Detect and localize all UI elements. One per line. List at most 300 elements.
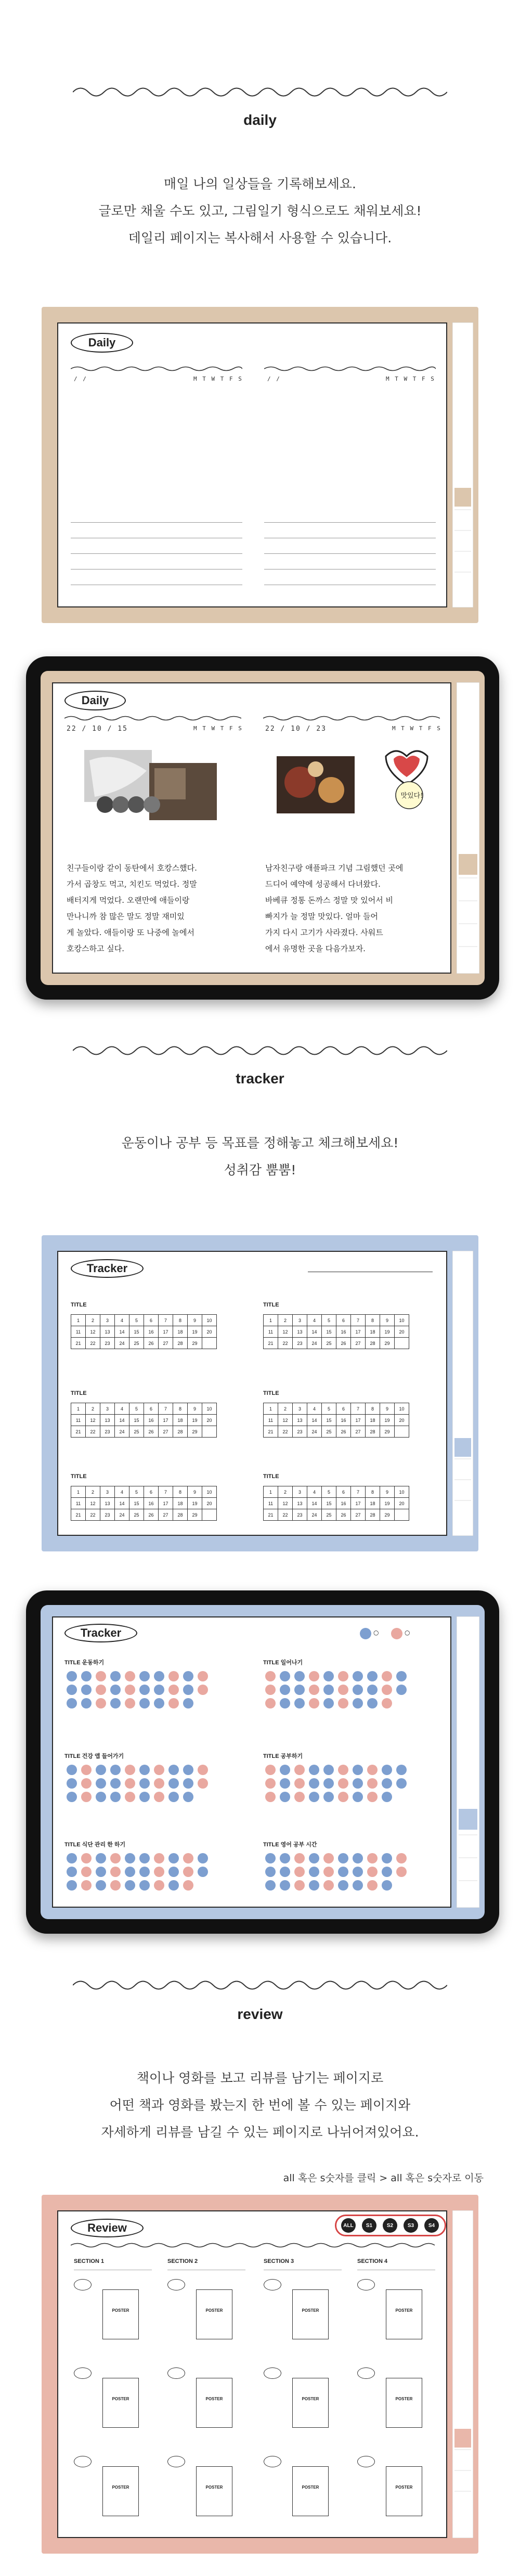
review-rating-oval[interactable]	[264, 2367, 281, 2379]
tracker-day-cell[interactable]: 2	[278, 1403, 293, 1415]
tracker-dot[interactable]	[294, 1778, 305, 1789]
tracker-day-cell[interactable]: 13	[100, 1498, 115, 1509]
tracker-day-cell[interactable]: 23	[293, 1426, 307, 1438]
review-rating-oval[interactable]	[357, 2279, 375, 2290]
tracker-dot[interactable]	[280, 1778, 290, 1789]
tracker-day-cell[interactable]: 21	[71, 1338, 86, 1349]
tracker-dot[interactable]	[110, 1698, 121, 1708]
tracker-day-cell[interactable]: 29	[380, 1426, 395, 1438]
tracker-dot[interactable]	[81, 1792, 92, 1802]
tracker-day-cell[interactable]: 23	[293, 1509, 307, 1521]
review-rating-oval[interactable]	[74, 2279, 92, 2290]
review-rating-oval[interactable]	[264, 2279, 281, 2290]
tracker-dot[interactable]	[382, 1853, 392, 1863]
tracker-dot[interactable]	[382, 1880, 392, 1891]
tracker-day-cell[interactable]: 13	[293, 1415, 307, 1426]
tracker-dot[interactable]	[323, 1867, 334, 1877]
tracker-dot[interactable]	[382, 1698, 392, 1708]
tracker-day-cell[interactable]: 3	[293, 1315, 307, 1326]
tracker-day-cell[interactable]: 18	[366, 1498, 380, 1509]
tracker-dot[interactable]	[323, 1792, 334, 1802]
tracker-dot[interactable]	[183, 1671, 193, 1681]
tracker-day-cell[interactable]: 7	[159, 1315, 173, 1326]
tracker-day-cell[interactable]: 18	[173, 1326, 188, 1338]
tracker-day-cell[interactable]: 22	[278, 1338, 293, 1349]
tracker-day-cell[interactable]: 28	[173, 1509, 188, 1521]
tracker-day-cell[interactable]: 23	[293, 1338, 307, 1349]
tracker-day-cell[interactable]: 15	[322, 1498, 336, 1509]
tracker-dot[interactable]	[67, 1778, 77, 1789]
review-poster-slot[interactable]: POSTER	[102, 2466, 139, 2516]
review-poster-slot[interactable]: POSTER	[196, 2289, 232, 2339]
tracker-day-cell[interactable]: 2	[86, 1403, 100, 1415]
tracker-dot[interactable]	[168, 1853, 179, 1863]
tracker-day-cell[interactable]: 11	[264, 1326, 278, 1338]
tracker-day-cell[interactable]: 5	[129, 1403, 144, 1415]
tracker-day-cell[interactable]: 26	[144, 1509, 159, 1521]
tracker-dot[interactable]	[67, 1867, 77, 1877]
review-poster-slot[interactable]: POSTER	[102, 2378, 139, 2428]
tracker-dot[interactable]	[125, 1671, 135, 1681]
tracker-dot[interactable]	[168, 1685, 179, 1695]
tracker-day-cell[interactable]: 15	[129, 1415, 144, 1426]
tracker-day-cell[interactable]: 28	[366, 1509, 380, 1521]
tracker-day-cell[interactable]: 13	[100, 1415, 115, 1426]
tracker-dot[interactable]	[96, 1778, 106, 1789]
tracker-dot[interactable]	[309, 1853, 319, 1863]
tracker-dot[interactable]	[81, 1671, 92, 1681]
tracker-dot[interactable]	[367, 1880, 378, 1891]
tracker-day-cell[interactable]: 24	[307, 1426, 322, 1438]
tracker-dot[interactable]	[338, 1778, 348, 1789]
tracker-day-cell[interactable]: 19	[188, 1326, 202, 1338]
tracker-dot[interactable]	[309, 1698, 319, 1708]
tracker-dot[interactable]	[353, 1671, 363, 1681]
tracker-day-cell[interactable]: 2	[86, 1486, 100, 1498]
tracker-day-cell[interactable]	[202, 1509, 217, 1521]
tracker-day-cell[interactable]: 29	[380, 1338, 395, 1349]
tracker-day-cell[interactable]: 14	[307, 1415, 322, 1426]
tracker-day-cell[interactable]: 28	[173, 1426, 188, 1438]
tracker-dot[interactable]	[309, 1685, 319, 1695]
tracker-dot[interactable]	[294, 1880, 305, 1891]
tracker-day-cell[interactable]: 14	[115, 1326, 129, 1338]
tracker-day-cell[interactable]: 12	[86, 1326, 100, 1338]
tracker-dot[interactable]	[353, 1867, 363, 1877]
tracker-dot[interactable]	[367, 1698, 378, 1708]
review-tab-s2[interactable]: S2	[383, 2218, 397, 2233]
tracker-dot[interactable]	[338, 1867, 348, 1877]
tracker-dot[interactable]	[154, 1792, 164, 1802]
review-tab-s3[interactable]: S3	[404, 2218, 418, 2233]
tracker-dot[interactable]	[139, 1867, 150, 1877]
tracker-dot[interactable]	[125, 1867, 135, 1877]
tracker-dot[interactable]	[154, 1671, 164, 1681]
tracker-dot[interactable]	[280, 1671, 290, 1681]
tracker-dot[interactable]	[353, 1685, 363, 1695]
tracker-day-cell[interactable]: 9	[380, 1486, 395, 1498]
tracker-dot[interactable]	[96, 1685, 106, 1695]
tracker-day-cell[interactable]: 19	[188, 1415, 202, 1426]
tracker-day-cell[interactable]: 7	[351, 1403, 366, 1415]
tracker-dot[interactable]	[338, 1698, 348, 1708]
tracker-dot[interactable]	[353, 1853, 363, 1863]
tracker-day-cell[interactable]: 9	[380, 1315, 395, 1326]
tracker-dot[interactable]	[183, 1698, 193, 1708]
tracker-day-cell[interactable]: 13	[293, 1326, 307, 1338]
review-rating-oval[interactable]	[74, 2456, 92, 2467]
tracker-dot[interactable]	[81, 1765, 92, 1775]
tracker-day-cell[interactable]: 3	[100, 1403, 115, 1415]
tracker-day-cell[interactable]: 3	[293, 1403, 307, 1415]
tracker-day-cell[interactable]: 21	[264, 1338, 278, 1349]
tracker-dot[interactable]	[125, 1880, 135, 1891]
tracker-day-cell[interactable]: 8	[173, 1486, 188, 1498]
tracker-dot[interactable]	[168, 1880, 179, 1891]
tracker-dot[interactable]	[382, 1765, 392, 1775]
review-poster-slot[interactable]: POSTER	[102, 2289, 139, 2339]
tracker-day-cell[interactable]: 26	[336, 1509, 351, 1521]
tracker-day-cell[interactable]: 29	[380, 1509, 395, 1521]
tracker-day-cell[interactable]: 17	[351, 1498, 366, 1509]
review-rating-oval[interactable]	[167, 2367, 185, 2379]
tracker-dot[interactable]	[294, 1685, 305, 1695]
tracker-dot[interactable]	[81, 1685, 92, 1695]
tracker-day-cell[interactable]: 11	[264, 1498, 278, 1509]
tracker-dot[interactable]	[154, 1765, 164, 1775]
tracker-day-cell[interactable]: 21	[71, 1426, 86, 1438]
review-rating-oval[interactable]	[357, 2456, 375, 2467]
tracker-day-cell[interactable]: 18	[173, 1498, 188, 1509]
tracker-dot[interactable]	[280, 1853, 290, 1863]
tracker-dot[interactable]	[280, 1867, 290, 1877]
tracker-dot[interactable]	[168, 1792, 179, 1802]
tracker-day-cell[interactable]: 20	[202, 1415, 217, 1426]
tracker-day-cell[interactable]: 19	[380, 1415, 395, 1426]
tracker-dot[interactable]	[353, 1765, 363, 1775]
tracker-dot[interactable]	[96, 1853, 106, 1863]
tracker-day-cell[interactable]: 11	[71, 1326, 86, 1338]
tracker-day-cell[interactable]: 15	[322, 1326, 336, 1338]
tracker-day-cell[interactable]: 25	[129, 1426, 144, 1438]
tracker-day-cell[interactable]: 24	[115, 1426, 129, 1438]
tracker-dot[interactable]	[396, 1685, 407, 1695]
tracker-dot[interactable]	[294, 1853, 305, 1863]
tracker-day-cell[interactable]: 4	[307, 1486, 322, 1498]
tracker-day-cell[interactable]: 15	[129, 1498, 144, 1509]
tracker-day-cell[interactable]: 7	[351, 1315, 366, 1326]
tracker-dot[interactable]	[382, 1867, 392, 1877]
tracker-day-cell[interactable]: 8	[173, 1315, 188, 1326]
tracker-dot[interactable]	[139, 1778, 150, 1789]
tracker-dot[interactable]	[183, 1867, 193, 1877]
tracker-dot[interactable]	[265, 1671, 276, 1681]
tracker-dot[interactable]	[367, 1685, 378, 1695]
tracker-day-cell[interactable]: 3	[293, 1486, 307, 1498]
tracker-day-cell[interactable]: 19	[188, 1498, 202, 1509]
tracker-dot[interactable]	[382, 1792, 392, 1802]
tracker-dot[interactable]	[338, 1765, 348, 1775]
tracker-day-cell[interactable]: 10	[395, 1486, 409, 1498]
tracker-dot[interactable]	[125, 1685, 135, 1695]
tracker-dot[interactable]	[280, 1880, 290, 1891]
review-poster-slot[interactable]: POSTER	[386, 2289, 422, 2339]
tracker-dot[interactable]	[110, 1867, 121, 1877]
tracker-day-cell[interactable]: 28	[366, 1426, 380, 1438]
tracker-day-cell[interactable]: 25	[322, 1509, 336, 1521]
tracker-day-cell[interactable]: 18	[173, 1415, 188, 1426]
tracker-day-cell[interactable]: 25	[322, 1338, 336, 1349]
tracker-dot[interactable]	[154, 1685, 164, 1695]
tracker-dot[interactable]	[110, 1685, 121, 1695]
tracker-dot[interactable]	[280, 1765, 290, 1775]
tracker-day-cell[interactable]: 5	[322, 1403, 336, 1415]
review-poster-slot[interactable]: POSTER	[196, 2378, 232, 2428]
tracker-dot[interactable]	[168, 1867, 179, 1877]
tracker-day-cell[interactable]: 5	[322, 1486, 336, 1498]
tracker-day-cell[interactable]: 13	[293, 1498, 307, 1509]
tracker-day-cell[interactable]: 2	[278, 1486, 293, 1498]
tracker-dot[interactable]	[353, 1698, 363, 1708]
tracker-day-cell[interactable]: 23	[100, 1509, 115, 1521]
tracker-day-cell[interactable]: 9	[188, 1403, 202, 1415]
review-rating-oval[interactable]	[167, 2279, 185, 2290]
tracker-dot[interactable]	[353, 1792, 363, 1802]
tracker-day-cell[interactable]: 20	[202, 1498, 217, 1509]
tracker-dot[interactable]	[353, 1880, 363, 1891]
review-poster-slot[interactable]: POSTER	[386, 2466, 422, 2516]
tracker-dot[interactable]	[96, 1698, 106, 1708]
tracker-dot[interactable]	[81, 1867, 92, 1877]
tracker-day-cell[interactable]: 8	[366, 1403, 380, 1415]
tracker-day-cell[interactable]: 21	[71, 1509, 86, 1521]
tracker-day-cell[interactable]: 11	[71, 1415, 86, 1426]
tracker-day-cell[interactable]: 25	[129, 1509, 144, 1521]
tracker-day-cell[interactable]: 25	[322, 1426, 336, 1438]
tracker-dot[interactable]	[96, 1765, 106, 1775]
tracker-day-cell[interactable]: 23	[100, 1426, 115, 1438]
tracker-dot[interactable]	[396, 1765, 407, 1775]
tracker-dot[interactable]	[338, 1880, 348, 1891]
tracker-day-cell[interactable]: 26	[336, 1338, 351, 1349]
tracker-day-cell[interactable]	[395, 1338, 409, 1349]
tracker-dot[interactable]	[154, 1778, 164, 1789]
tracker-dot[interactable]	[168, 1765, 179, 1775]
tracker-day-cell[interactable]: 5	[322, 1315, 336, 1326]
tracker-dot[interactable]	[67, 1671, 77, 1681]
tracker-day-cell[interactable]: 2	[86, 1315, 100, 1326]
tracker-day-cell[interactable]: 27	[351, 1509, 366, 1521]
tracker-day-cell[interactable]: 27	[159, 1509, 173, 1521]
tracker-day-cell[interactable]: 22	[86, 1426, 100, 1438]
review-poster-slot[interactable]: POSTER	[292, 2378, 329, 2428]
tracker-dot[interactable]	[154, 1698, 164, 1708]
tracker-day-cell[interactable]: 7	[159, 1403, 173, 1415]
tracker-day-cell[interactable]: 4	[307, 1315, 322, 1326]
tracker-dot[interactable]	[265, 1685, 276, 1695]
tracker-day-cell[interactable]: 17	[159, 1326, 173, 1338]
tracker-dot[interactable]	[125, 1765, 135, 1775]
tracker-dot[interactable]	[265, 1765, 276, 1775]
tracker-day-cell[interactable]: 6	[144, 1403, 159, 1415]
review-rating-oval[interactable]	[264, 2456, 281, 2467]
tracker-dot[interactable]	[309, 1880, 319, 1891]
tracker-day-cell[interactable]: 9	[188, 1315, 202, 1326]
tracker-dot[interactable]	[81, 1778, 92, 1789]
tracker-dot[interactable]	[396, 1867, 407, 1877]
tracker-dot[interactable]	[67, 1685, 77, 1695]
tracker-day-cell[interactable]: 19	[380, 1326, 395, 1338]
tracker-dot[interactable]	[323, 1671, 334, 1681]
tracker-dot[interactable]	[265, 1698, 276, 1708]
tracker-day-cell[interactable]: 18	[366, 1415, 380, 1426]
tracker-dot[interactable]	[183, 1792, 193, 1802]
tracker-day-cell[interactable]: 12	[278, 1498, 293, 1509]
tracker-day-cell[interactable]: 22	[86, 1509, 100, 1521]
tracker-dot[interactable]	[294, 1792, 305, 1802]
tracker-day-cell[interactable]: 16	[336, 1415, 351, 1426]
tracker-dot[interactable]	[309, 1792, 319, 1802]
tracker-day-cell[interactable]: 27	[351, 1426, 366, 1438]
tracker-dot[interactable]	[338, 1671, 348, 1681]
tracker-dot[interactable]	[367, 1778, 378, 1789]
tracker-dot[interactable]	[367, 1765, 378, 1775]
tracker-dot[interactable]	[96, 1792, 106, 1802]
tracker-day-cell[interactable]: 17	[351, 1326, 366, 1338]
tracker-day-cell[interactable]: 12	[278, 1415, 293, 1426]
tracker-dot[interactable]	[396, 1778, 407, 1789]
tracker-day-cell[interactable]: 4	[307, 1403, 322, 1415]
tracker-day-cell[interactable]: 5	[129, 1486, 144, 1498]
tracker-day-cell[interactable]: 16	[336, 1326, 351, 1338]
tracker-dot[interactable]	[323, 1853, 334, 1863]
tracker-dot[interactable]	[265, 1853, 276, 1863]
tracker-dot[interactable]	[81, 1853, 92, 1863]
tracker-day-cell[interactable]: 7	[351, 1486, 366, 1498]
tracker-day-cell[interactable]: 21	[264, 1426, 278, 1438]
tracker-day-cell[interactable]: 15	[129, 1326, 144, 1338]
tracker-dot[interactable]	[382, 1778, 392, 1789]
tracker-day-cell[interactable]: 23	[100, 1338, 115, 1349]
tracker-day-cell[interactable]: 10	[202, 1403, 217, 1415]
review-tab-s4[interactable]: S4	[424, 2218, 439, 2233]
tracker-day-cell[interactable]: 6	[144, 1486, 159, 1498]
tracker-day-cell[interactable]: 16	[144, 1498, 159, 1509]
tracker-day-cell[interactable]: 24	[307, 1338, 322, 1349]
tracker-dot[interactable]	[309, 1778, 319, 1789]
tracker-day-cell[interactable]: 7	[159, 1486, 173, 1498]
tracker-day-cell[interactable]: 4	[115, 1403, 129, 1415]
tracker-day-cell[interactable]: 20	[395, 1415, 409, 1426]
tracker-day-cell[interactable]: 24	[307, 1509, 322, 1521]
tracker-dot[interactable]	[67, 1853, 77, 1863]
tracker-dot[interactable]	[367, 1853, 378, 1863]
tracker-dot[interactable]	[154, 1880, 164, 1891]
tracker-dot[interactable]	[183, 1765, 193, 1775]
tracker-dot[interactable]	[183, 1880, 193, 1891]
tracker-day-cell[interactable]: 12	[278, 1326, 293, 1338]
review-poster-slot[interactable]: POSTER	[386, 2378, 422, 2428]
tracker-dot[interactable]	[294, 1765, 305, 1775]
tracker-dot[interactable]	[139, 1792, 150, 1802]
tracker-dot[interactable]	[125, 1778, 135, 1789]
tracker-day-cell[interactable]: 12	[86, 1415, 100, 1426]
review-tab-all[interactable]: ALL	[341, 2218, 356, 2233]
tracker-dot[interactable]	[168, 1698, 179, 1708]
tracker-dot[interactable]	[67, 1765, 77, 1775]
tracker-dot[interactable]	[338, 1853, 348, 1863]
review-poster-slot[interactable]: POSTER	[292, 2466, 329, 2516]
tracker-day-cell[interactable]: 19	[380, 1498, 395, 1509]
tracker-dot[interactable]	[139, 1853, 150, 1863]
tracker-dot[interactable]	[323, 1698, 334, 1708]
tracker-day-cell[interactable]: 29	[188, 1509, 202, 1521]
tracker-dot[interactable]	[183, 1853, 193, 1863]
tracker-day-cell[interactable]: 3	[100, 1315, 115, 1326]
tracker-dot[interactable]	[323, 1765, 334, 1775]
tracker-dot[interactable]	[96, 1880, 106, 1891]
tracker-dot[interactable]	[280, 1685, 290, 1695]
tracker-day-cell[interactable]: 14	[115, 1415, 129, 1426]
tracker-day-cell[interactable]: 1	[264, 1403, 278, 1415]
tracker-dot[interactable]	[139, 1685, 150, 1695]
tracker-day-cell[interactable]: 21	[264, 1509, 278, 1521]
tracker-day-cell[interactable]: 29	[188, 1338, 202, 1349]
tracker-dot[interactable]	[338, 1685, 348, 1695]
tracker-day-cell[interactable]: 27	[351, 1338, 366, 1349]
tracker-dot[interactable]	[110, 1778, 121, 1789]
tracker-dot[interactable]	[265, 1880, 276, 1891]
tracker-dot[interactable]	[110, 1792, 121, 1802]
tracker-day-cell[interactable]: 5	[129, 1315, 144, 1326]
tracker-day-cell[interactable]: 10	[395, 1315, 409, 1326]
tracker-dot[interactable]	[139, 1765, 150, 1775]
tracker-day-cell[interactable]: 10	[202, 1486, 217, 1498]
tracker-dot[interactable]	[96, 1671, 106, 1681]
tracker-dot[interactable]	[110, 1671, 121, 1681]
tracker-dot[interactable]	[396, 1671, 407, 1681]
tracker-dot[interactable]	[168, 1778, 179, 1789]
tracker-dot[interactable]	[183, 1778, 193, 1789]
tracker-dot[interactable]	[110, 1880, 121, 1891]
tracker-dot[interactable]	[353, 1778, 363, 1789]
tracker-day-cell[interactable]: 17	[351, 1415, 366, 1426]
tracker-dot[interactable]	[323, 1778, 334, 1789]
tracker-day-cell[interactable]: 24	[115, 1338, 129, 1349]
tracker-day-cell[interactable]: 1	[71, 1403, 86, 1415]
tracker-day-cell[interactable]: 18	[366, 1326, 380, 1338]
tracker-day-cell[interactable]: 20	[202, 1326, 217, 1338]
tracker-day-cell[interactable]: 2	[278, 1315, 293, 1326]
tracker-dot[interactable]	[265, 1792, 276, 1802]
tracker-dot[interactable]	[139, 1880, 150, 1891]
tracker-day-cell[interactable]: 17	[159, 1415, 173, 1426]
tracker-dot[interactable]	[168, 1671, 179, 1681]
tracker-dot[interactable]	[67, 1792, 77, 1802]
tracker-day-cell[interactable]	[395, 1426, 409, 1438]
tracker-day-cell[interactable]: 15	[322, 1415, 336, 1426]
tracker-dot[interactable]	[396, 1853, 407, 1863]
tracker-day-cell[interactable]: 22	[86, 1338, 100, 1349]
tracker-dot[interactable]	[382, 1685, 392, 1695]
tracker-dot[interactable]	[139, 1671, 150, 1681]
tracker-day-cell[interactable]: 14	[307, 1498, 322, 1509]
review-poster-slot[interactable]: POSTER	[196, 2466, 232, 2516]
tracker-day-cell[interactable]: 16	[336, 1498, 351, 1509]
tracker-dot[interactable]	[183, 1685, 193, 1695]
tracker-day-cell[interactable]: 28	[173, 1338, 188, 1349]
tracker-dot[interactable]	[294, 1671, 305, 1681]
